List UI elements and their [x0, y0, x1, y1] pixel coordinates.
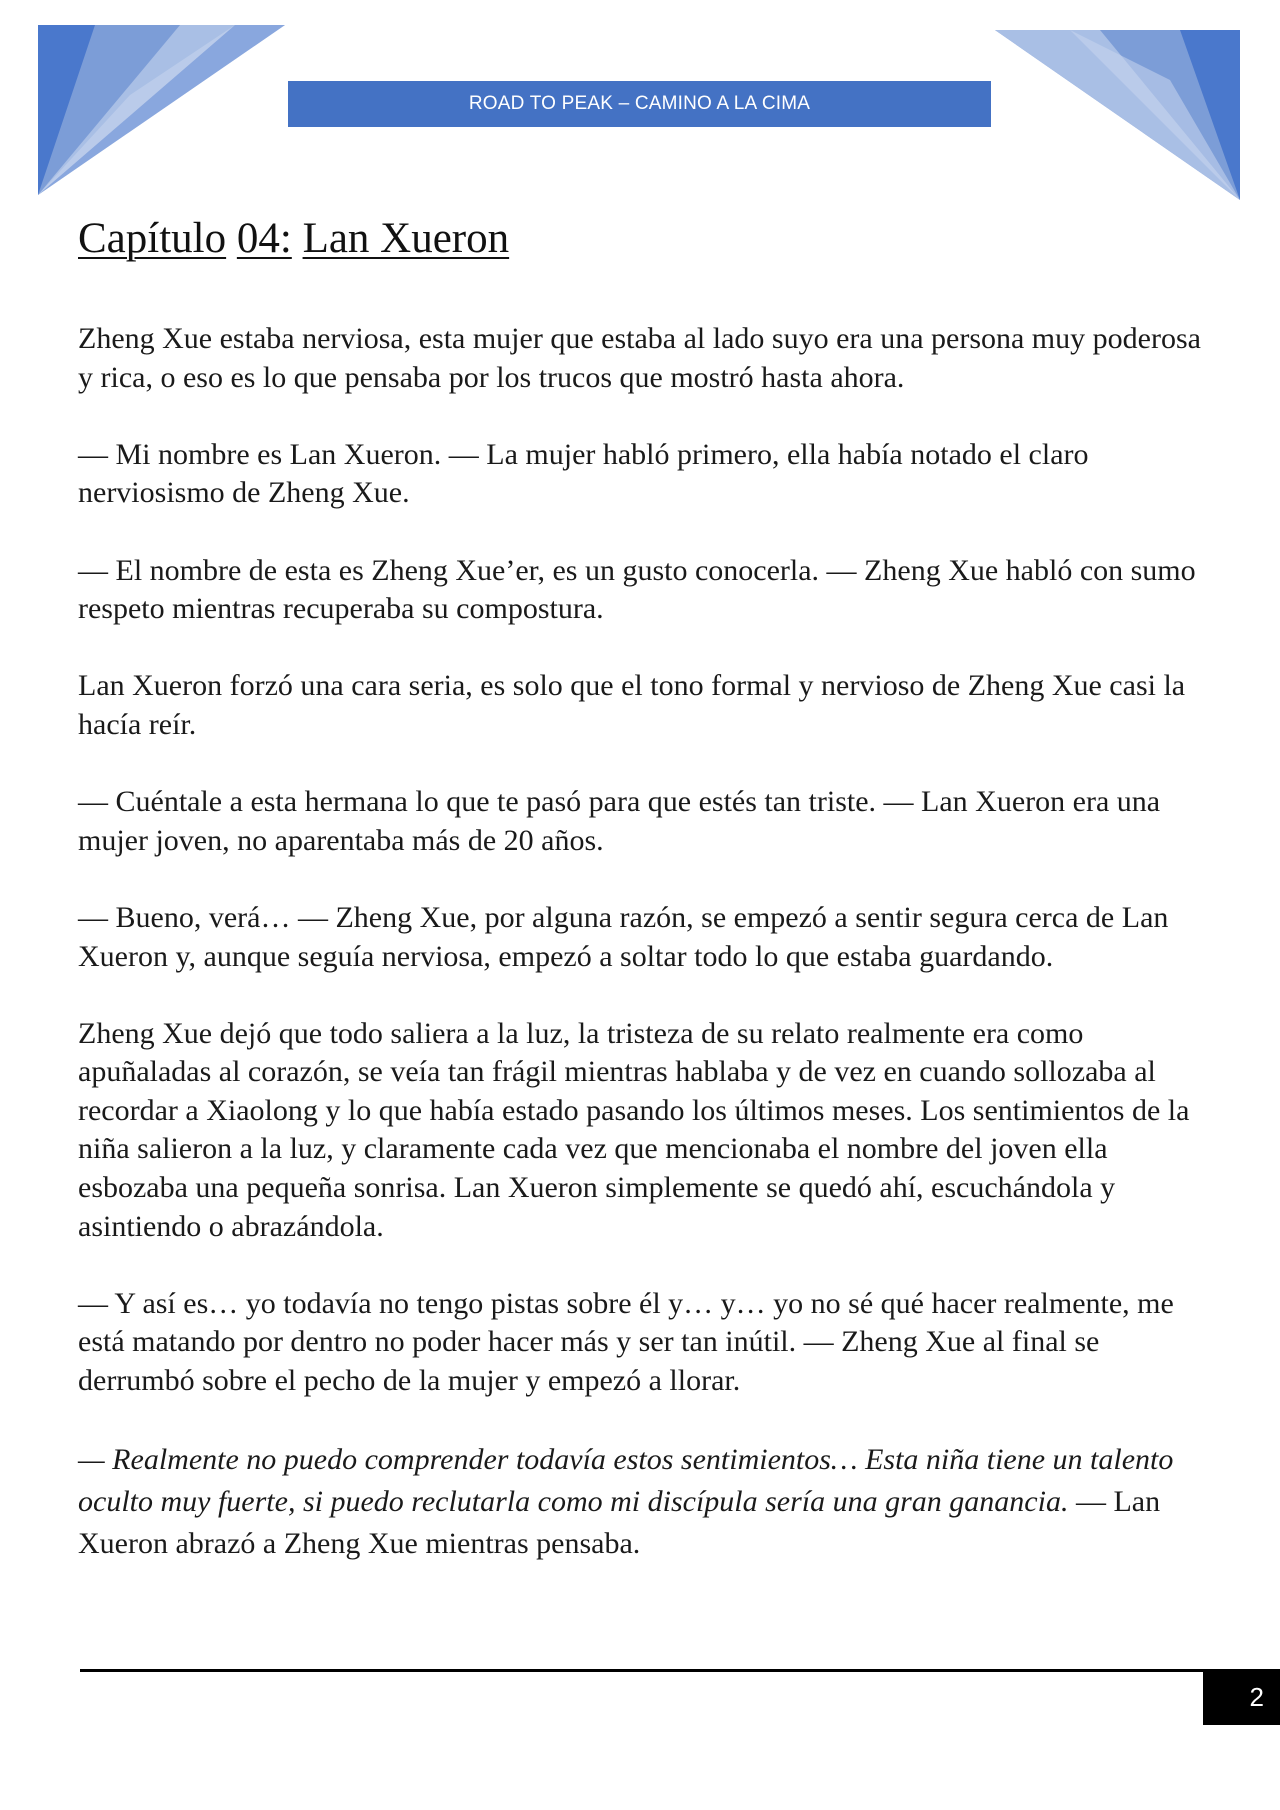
chapter-body — [78, 320, 1208, 1604]
chapter-title — [78, 209, 509, 269]
page-number: 2 — [1203, 1669, 1280, 1725]
paragraph: — Cuéntale a esta hermana lo que te pasó para que estés tan triste. — Lan Xueron era una mujer joven, no aparentaba más de 20 años. — [78, 785, 1161, 857]
inner-thought-text: — Realmente no puedo comprender todavía estos sentimientos… Esta niña tiene un talento oculto muy fuerte, si puedo reclutarla como mi discípula sería una gran ganancia. — [78, 1443, 1174, 1519]
chapter-word: Capítulo — [78, 215, 227, 262]
paragraph: — Bueno, verá… — Zheng Xue, por alguna razón, se empezó a sentir segura cerca de Lan Xueron y, aunque seguía nerviosa, empezó a soltar todo lo que estaba guardando. — [78, 900, 1169, 973]
narration-text: — Lan Xueron abrazó a Zheng Xue mientras pensaba. — [78, 1485, 1161, 1561]
paragraph: Zheng Xue estaba nerviosa, esta mujer que estaba al lado suyo era una persona muy poderosa y rica, o eso es lo que pensaba por los trucos que mostró hasta ahora. — [78, 322, 1201, 394]
corner-decoration-right — [980, 0, 1280, 210]
chapter-number: 04: — [236, 215, 292, 262]
paragraph: — Mi nombre es Lan Xueron. — La mujer habló primero, ella había notado el claro nerviosismo de Zheng Xue. — [78, 437, 1089, 510]
chapter-name: Lan Xueron — [302, 215, 510, 262]
paragraph: — Y así es… yo todavía no tengo pistas sobre él y… y… yo no sé qué hacer realmente, me está matando por dentro no poder hacer más y ser tan inútil. — Zheng Xue al final se derrumbó sobre el pecho de la mujer y empezó a llorar. — [78, 1286, 1174, 1398]
corner-decoration-left — [0, 0, 300, 200]
footer-divider — [80, 1669, 1205, 1672]
final-paragraph — [78, 1439, 1208, 1565]
paragraph: Zheng Xue dejó que todo saliera a la luz, la tristeza de su relato realmente era como apuñaladas al corazón, se veía tan frágil mientras hablaba y de vez en cuando sollozaba al recordar a Xiaolong y lo que había estado pasando los últimos meses. Los sentimientos de la niña salieron a la luz, y claramente cada vez que mencionaba el nombre del joven ella esbozaba una pequeña sonrisa. Lan Xueron simplemente se quedó ahí, escuchándola y asintiendo o abrazándola. — [78, 1016, 1190, 1243]
header-banner: ROAD TO PEAK – CAMINO A LA CIMA — [288, 81, 991, 127]
paragraph: — El nombre de esta es Zheng Xue’er, es un gusto conocerla. — Zheng Xue habló con sumo respeto mientras recuperaba su compostura. — [78, 553, 1196, 626]
paragraph: Lan Xueron forzó una cara seria, es solo que el tono formal y nervioso de Zheng Xue casi la hacía reír. — [78, 669, 1186, 741]
